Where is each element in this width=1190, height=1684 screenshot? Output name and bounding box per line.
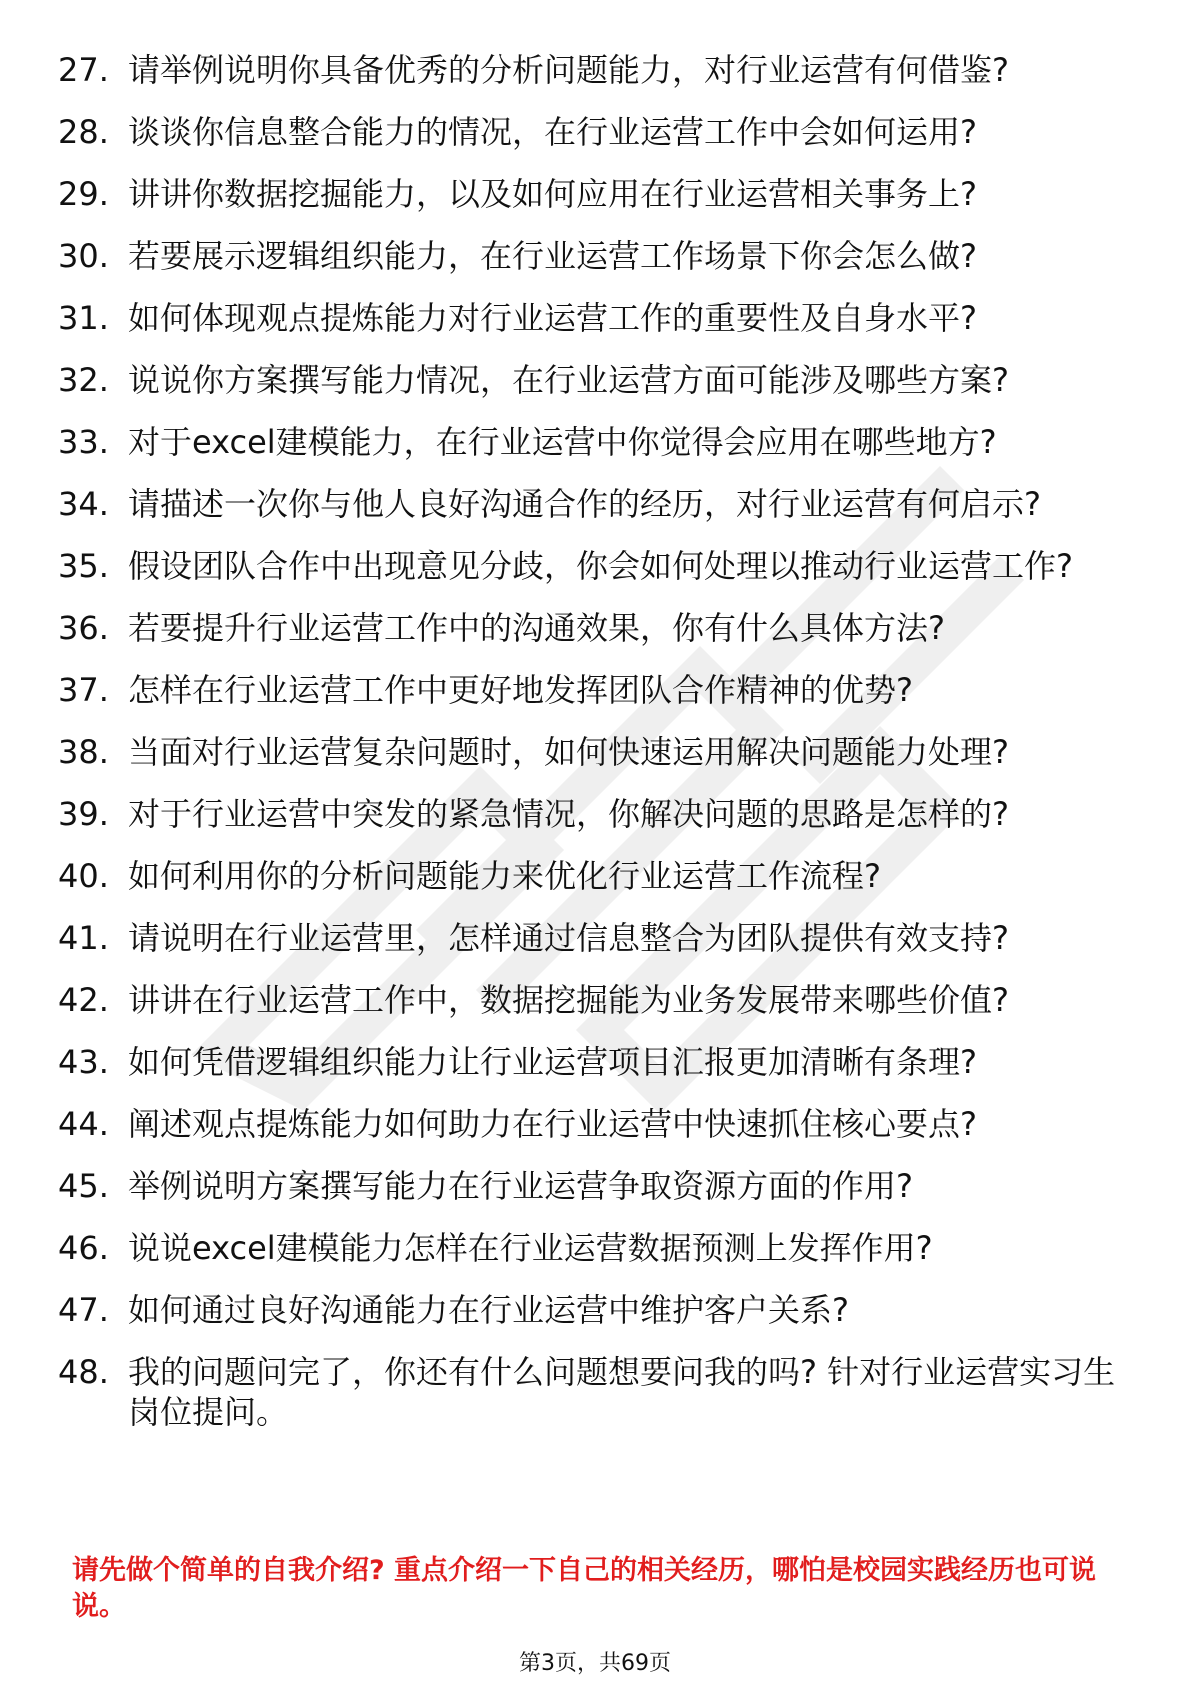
question-number: 43. bbox=[58, 1043, 109, 1081]
question-text: 说说excel建模能力怎样在行业运营数据预测上发挥作用? bbox=[128, 1229, 933, 1267]
question-number: 28. bbox=[58, 113, 109, 151]
question-text: 假设团队合作中出现意见分歧，你会如何处理以推动行业运营工作? bbox=[128, 547, 1073, 585]
question-number: 34. bbox=[58, 485, 109, 523]
question-item bbox=[58, 1166, 1118, 1206]
question-number: 38. bbox=[58, 733, 109, 771]
question-number: 46. bbox=[58, 1229, 109, 1267]
question-number: 27. bbox=[58, 51, 109, 89]
question-item bbox=[58, 1290, 1118, 1330]
question-item bbox=[58, 484, 1118, 524]
question-text: 对于excel建模能力，在行业运营中你觉得会应用在哪些地方? bbox=[128, 423, 997, 461]
question-number: 32. bbox=[58, 361, 109, 399]
question-text: 如何通过良好沟通能力在行业运营中维护客户关系? bbox=[128, 1291, 849, 1329]
question-item bbox=[58, 1352, 1118, 1432]
question-text: 讲讲你数据挖掘能力，以及如何应用在行业运营相关事务上? bbox=[128, 175, 977, 213]
question-number: 39. bbox=[58, 795, 109, 833]
question-item bbox=[58, 918, 1118, 958]
question-item bbox=[58, 298, 1118, 338]
question-number: 40. bbox=[58, 857, 109, 895]
question-item bbox=[58, 980, 1118, 1020]
question-number: 29. bbox=[58, 175, 109, 213]
question-number: 30. bbox=[58, 237, 109, 275]
question-item bbox=[58, 1104, 1118, 1144]
question-item bbox=[58, 1042, 1118, 1082]
question-text: 请描述一次你与他人良好沟通合作的经历，对行业运营有何启示? bbox=[128, 485, 1041, 523]
question-text: 讲讲在行业运营工作中，数据挖掘能为业务发展带来哪些价值? bbox=[128, 981, 1009, 1019]
question-text: 谈谈你信息整合能力的情况，在行业运营工作中会如何运用? bbox=[128, 113, 977, 151]
question-text: 如何体现观点提炼能力对行业运营工作的重要性及自身水平? bbox=[128, 299, 977, 337]
question-text: 说说你方案撰写能力情况，在行业运营方面可能涉及哪些方案? bbox=[128, 361, 1009, 399]
question-number: 35. bbox=[58, 547, 109, 585]
question-item bbox=[58, 112, 1118, 152]
question-number: 44. bbox=[58, 1105, 109, 1143]
question-text: 请说明在行业运营里，怎样通过信息整合为团队提供有效支持? bbox=[128, 919, 1009, 957]
question-number: 37. bbox=[58, 671, 109, 709]
question-list bbox=[58, 50, 1118, 1454]
question-item bbox=[58, 174, 1118, 214]
question-text: 当面对行业运营复杂问题时，如何快速运用解决问题能力处理? bbox=[128, 733, 1009, 771]
question-number: 36. bbox=[58, 609, 109, 647]
question-item bbox=[58, 1228, 1118, 1268]
question-text: 对于行业运营中突发的紧急情况，你解决问题的思路是怎样的? bbox=[128, 795, 1009, 833]
question-text: 请举例说明你具备优秀的分析问题能力，对行业运营有何借鉴? bbox=[128, 51, 1009, 89]
question-item bbox=[58, 50, 1118, 90]
question-item bbox=[58, 608, 1118, 648]
question-number: 31. bbox=[58, 299, 109, 337]
question-number: 41. bbox=[58, 919, 109, 957]
question-item bbox=[58, 856, 1118, 896]
self-introduction-note: 请先做个简单的自我介绍? 重点介绍一下自己的相关经历，哪怕是校园实践经历也可说说。 bbox=[72, 1555, 1097, 1622]
question-item bbox=[58, 794, 1118, 834]
question-item bbox=[58, 546, 1118, 586]
question-number: 42. bbox=[58, 981, 109, 1019]
question-text: 若要提升行业运营工作中的沟通效果，你有什么具体方法? bbox=[128, 609, 945, 647]
question-text: 如何凭借逻辑组织能力让行业运营项目汇报更加清晰有条理? bbox=[128, 1043, 977, 1081]
question-text: 阐述观点提炼能力如何助力在行业运营中快速抓住核心要点? bbox=[128, 1105, 977, 1143]
question-item bbox=[58, 732, 1118, 772]
question-item bbox=[58, 360, 1118, 400]
question-text: 怎样在行业运营工作中更好地发挥团队合作精神的优势? bbox=[128, 671, 913, 709]
question-item bbox=[58, 236, 1118, 276]
question-item bbox=[58, 422, 1118, 462]
question-number: 45. bbox=[58, 1167, 109, 1205]
question-number: 48. bbox=[58, 1353, 109, 1391]
question-text: 若要展示逻辑组织能力，在行业运营工作场景下你会怎么做? bbox=[128, 237, 977, 275]
question-item bbox=[58, 670, 1118, 710]
question-number: 33. bbox=[58, 423, 109, 461]
question-number: 47. bbox=[58, 1291, 109, 1329]
page-indicator: 第3页，共69页 bbox=[519, 1651, 671, 1676]
question-text: 我的问题问完了，你还有什么问题想要问我的吗? 针对行业运营实习生岗位提问。 bbox=[128, 1353, 1116, 1431]
question-text: 举例说明方案撰写能力在行业运营争取资源方面的作用? bbox=[128, 1167, 913, 1205]
question-text: 如何利用你的分析问题能力来优化行业运营工作流程? bbox=[128, 857, 881, 895]
